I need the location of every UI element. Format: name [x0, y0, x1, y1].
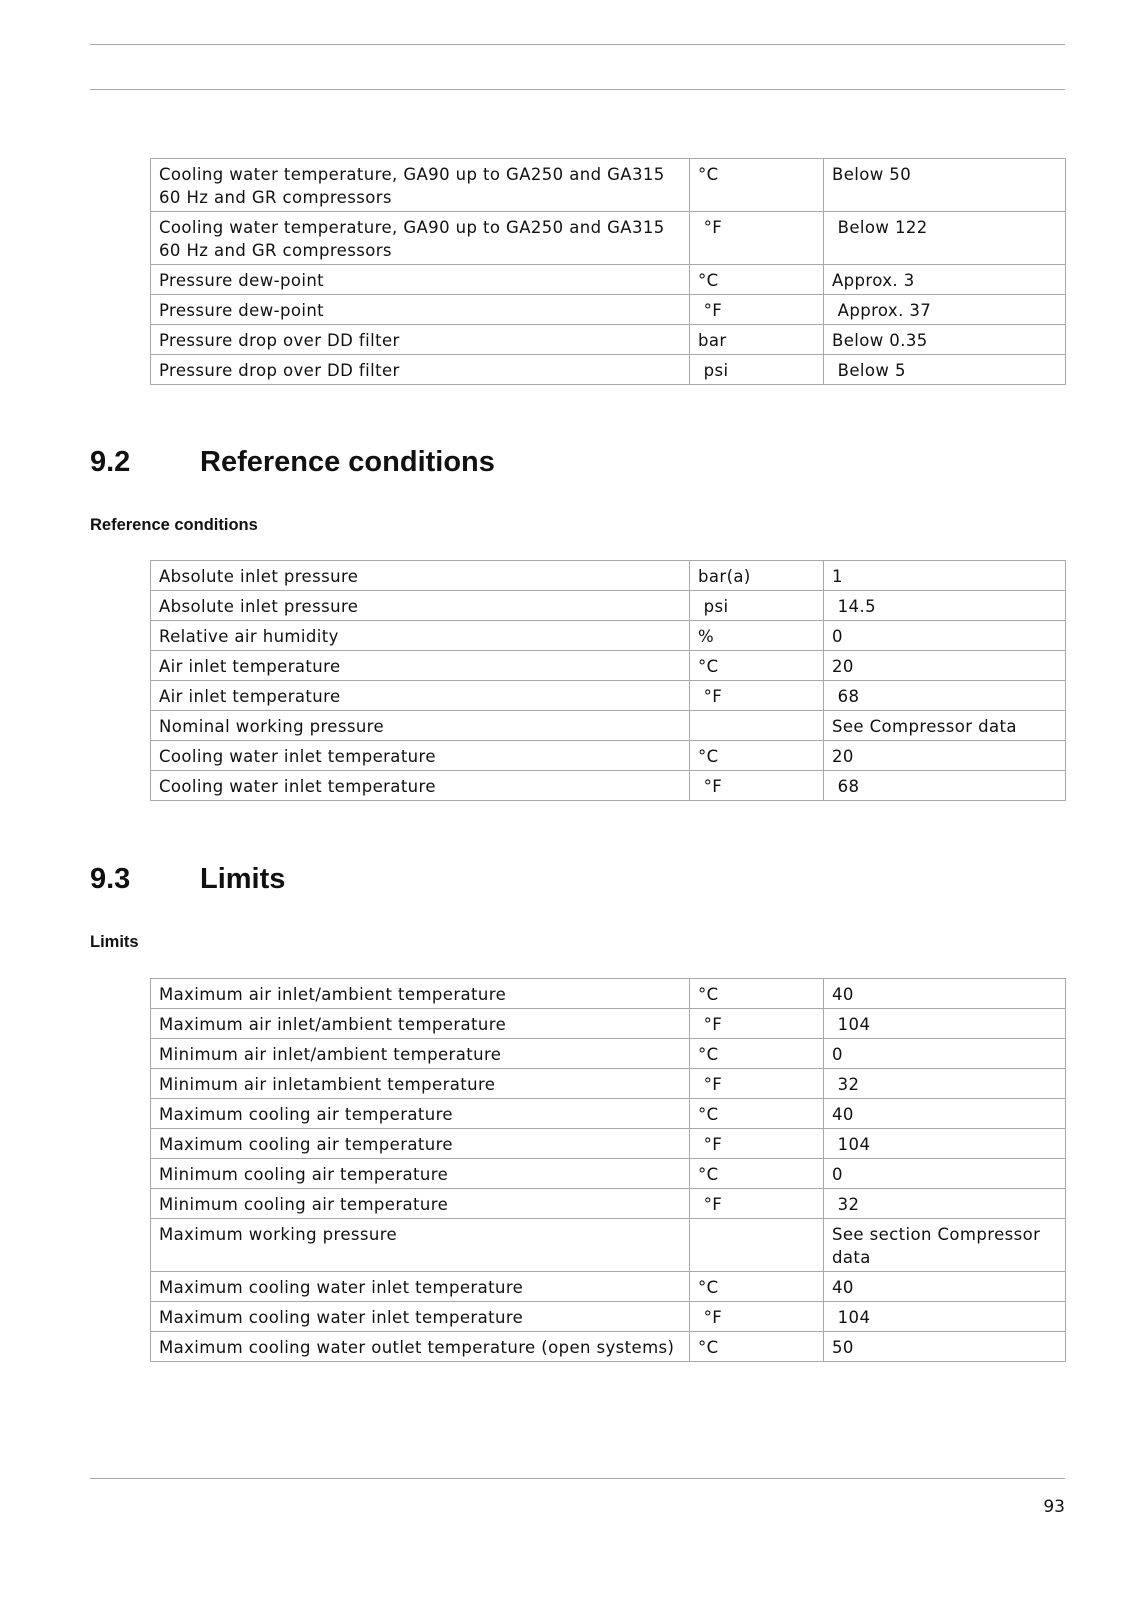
unit-cell: °F	[690, 1189, 824, 1219]
parameter-cell: Maximum cooling air temperature	[151, 1099, 690, 1129]
table-row	[151, 1159, 1066, 1189]
table-row	[151, 355, 1066, 385]
table-caption-limits: Limits	[90, 933, 139, 951]
unit-cell: psi	[690, 591, 824, 621]
value-cell: Below 0.35	[824, 325, 1066, 355]
table-row	[151, 1009, 1066, 1039]
value-cell: 68	[824, 771, 1066, 801]
limits-table-body	[151, 979, 1066, 1362]
table-row	[151, 325, 1066, 355]
footer-rule	[90, 1478, 1065, 1479]
unit-cell: °C	[690, 979, 824, 1009]
table-row	[151, 1302, 1066, 1332]
value-cell: 104	[824, 1009, 1066, 1039]
table-row	[151, 1099, 1066, 1129]
value-cell: 0	[824, 1159, 1066, 1189]
table-row	[151, 1189, 1066, 1219]
parameter-cell: Maximum cooling water inlet temperature	[151, 1302, 690, 1332]
table-row	[151, 741, 1066, 771]
section-number: 9.3	[90, 863, 131, 895]
table-row	[151, 681, 1066, 711]
unit-cell: psi	[690, 355, 824, 385]
value-cell: 20	[824, 741, 1066, 771]
parameter-cell: Cooling water temperature, GA90 up to GA250 and GA315 60 Hz and GR compressors	[151, 159, 690, 212]
parameter-cell: Minimum cooling air temperature	[151, 1189, 690, 1219]
parameter-cell: Cooling water temperature, GA90 up to GA250 and GA315 60 Hz and GR compressors	[151, 212, 690, 265]
unit-cell: °C	[690, 1272, 824, 1302]
value-cell: See Compressor data	[824, 711, 1066, 741]
table-row	[151, 591, 1066, 621]
unit-cell: °F	[690, 681, 824, 711]
table-row	[151, 561, 1066, 591]
parameter-cell: Pressure dew-point	[151, 265, 690, 295]
parameter-cell: Nominal working pressure	[151, 711, 690, 741]
section-heading-9-2	[90, 446, 495, 479]
unit-cell: °F	[690, 1009, 824, 1039]
reference-conditions-table	[150, 560, 1066, 801]
limits-table	[150, 978, 1066, 1362]
value-cell: 104	[824, 1302, 1066, 1332]
value-cell: 14.5	[824, 591, 1066, 621]
unit-cell: °C	[690, 651, 824, 681]
unit-cell: °C	[690, 1099, 824, 1129]
table-row	[151, 711, 1066, 741]
table-row	[151, 1069, 1066, 1099]
value-cell: 50	[824, 1332, 1066, 1362]
parameter-cell: Maximum air inlet/ambient temperature	[151, 1009, 690, 1039]
unit-cell: °F	[690, 212, 824, 265]
parameter-cell: Maximum cooling water inlet temperature	[151, 1272, 690, 1302]
unit-cell: bar	[690, 325, 824, 355]
cooling-water-table	[150, 158, 1066, 385]
parameter-cell: Relative air humidity	[151, 621, 690, 651]
parameter-cell: Minimum cooling air temperature	[151, 1159, 690, 1189]
table-row	[151, 1332, 1066, 1362]
cooling-water-table-body	[151, 159, 1066, 385]
value-cell: 0	[824, 1039, 1066, 1069]
parameter-cell: Maximum cooling water outlet temperature (open systems)	[151, 1332, 690, 1362]
unit-cell: bar(a)	[690, 561, 824, 591]
parameter-cell: Pressure drop over DD filter	[151, 355, 690, 385]
value-cell: Approx. 3	[824, 265, 1066, 295]
header-rule-bottom	[90, 89, 1065, 90]
section-number: 9.2	[90, 446, 131, 478]
unit-cell: °F	[690, 1069, 824, 1099]
value-cell: 104	[824, 1129, 1066, 1159]
value-cell: Approx. 37	[824, 295, 1066, 325]
section-title: Reference conditions	[200, 446, 495, 478]
reference-conditions-table-body	[151, 561, 1066, 801]
unit-cell: °F	[690, 295, 824, 325]
value-cell: 20	[824, 651, 1066, 681]
unit-cell: °F	[690, 1129, 824, 1159]
unit-cell: °C	[690, 741, 824, 771]
parameter-cell: Cooling water inlet temperature	[151, 771, 690, 801]
table-row	[151, 621, 1066, 651]
table-row	[151, 771, 1066, 801]
unit-cell: °C	[690, 1039, 824, 1069]
table-caption-reference: Reference conditions	[90, 516, 258, 534]
value-cell: 40	[824, 1272, 1066, 1302]
value-cell: 40	[824, 1099, 1066, 1129]
unit-cell	[690, 711, 824, 741]
table-row	[151, 159, 1066, 212]
value-cell: See section Compressor data	[824, 1219, 1066, 1272]
table-row	[151, 212, 1066, 265]
parameter-cell: Maximum air inlet/ambient temperature	[151, 979, 690, 1009]
unit-cell: °C	[690, 265, 824, 295]
table-row	[151, 1129, 1066, 1159]
header-rule-top	[90, 44, 1065, 45]
parameter-cell: Pressure dew-point	[151, 295, 690, 325]
value-cell: 0	[824, 621, 1066, 651]
parameter-cell: Air inlet temperature	[151, 681, 690, 711]
unit-cell: °F	[690, 1302, 824, 1332]
unit-cell: °F	[690, 771, 824, 801]
parameter-cell: Maximum cooling air temperature	[151, 1129, 690, 1159]
table-row	[151, 295, 1066, 325]
table-row	[151, 651, 1066, 681]
parameter-cell: Maximum working pressure	[151, 1219, 690, 1272]
value-cell: Below 5	[824, 355, 1066, 385]
unit-cell: °C	[690, 1159, 824, 1189]
value-cell: 1	[824, 561, 1066, 591]
parameter-cell: Pressure drop over DD filter	[151, 325, 690, 355]
table-row	[151, 1219, 1066, 1272]
unit-cell	[690, 1219, 824, 1272]
table-row	[151, 1039, 1066, 1069]
section-heading-9-3	[90, 863, 285, 896]
unit-cell: °C	[690, 1332, 824, 1362]
parameter-cell: Absolute inlet pressure	[151, 561, 690, 591]
value-cell: 68	[824, 681, 1066, 711]
parameter-cell: Cooling water inlet temperature	[151, 741, 690, 771]
table-row	[151, 979, 1066, 1009]
parameter-cell: Absolute inlet pressure	[151, 591, 690, 621]
value-cell: 40	[824, 979, 1066, 1009]
parameter-cell: Minimum air inletambient temperature	[151, 1069, 690, 1099]
table-row	[151, 1272, 1066, 1302]
page-number: 93	[1043, 1497, 1065, 1517]
unit-cell: %	[690, 621, 824, 651]
value-cell: 32	[824, 1189, 1066, 1219]
unit-cell: °C	[690, 159, 824, 212]
section-title: Limits	[200, 863, 286, 895]
value-cell: 32	[824, 1069, 1066, 1099]
parameter-cell: Air inlet temperature	[151, 651, 690, 681]
value-cell: Below 50	[824, 159, 1066, 212]
parameter-cell: Minimum air inlet/ambient temperature	[151, 1039, 690, 1069]
value-cell: Below 122	[824, 212, 1066, 265]
table-row	[151, 265, 1066, 295]
